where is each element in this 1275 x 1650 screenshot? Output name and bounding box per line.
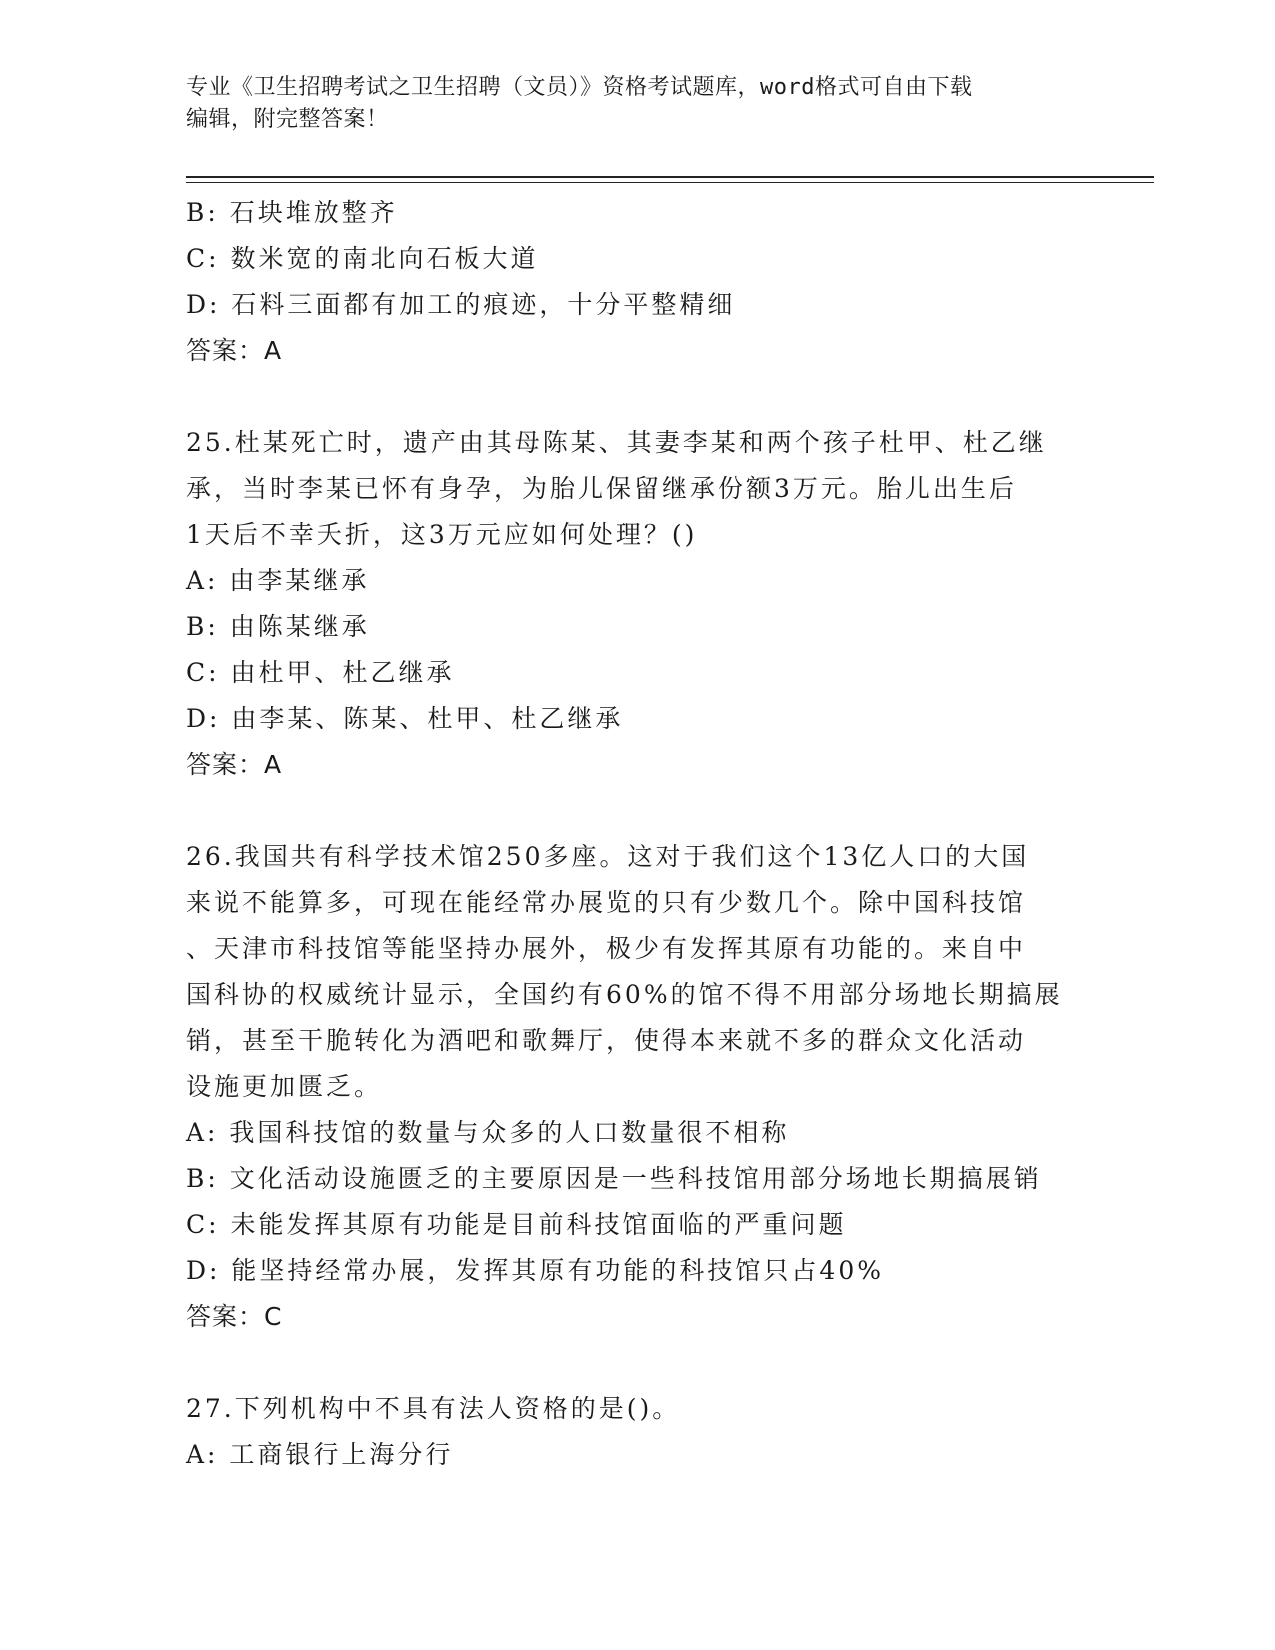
answer-label: 答案：A — [186, 750, 283, 779]
option-b: B: 文化活动设施匮乏的主要原因是一些科技馆用部分场地长期搞展销 — [186, 1164, 1042, 1193]
question-27 — [186, 1386, 1086, 1478]
question-text-line: 来说不能算多，可现在能经常办展览的只有少数几个。除中国科技馆 — [186, 888, 1027, 917]
answer-label: 答案：C — [186, 1302, 283, 1331]
option-a: A: 工商银行上海分行 — [186, 1440, 454, 1469]
header-divider-thick — [186, 176, 1154, 178]
question-text-line: 销，甚至干脆转化为酒吧和歌舞厅，使得本来就不多的群众文化活动 — [186, 1026, 1027, 1055]
header-divider-thin — [186, 182, 1154, 183]
option-a: A: 由李某继承 — [186, 566, 370, 595]
question-text-line: 、天津市科技馆等能坚持办展外，极少有发挥其原有功能的。来自中 — [186, 934, 1027, 963]
option-c: C: 数米宽的南北向石板大道 — [186, 244, 539, 273]
header-line-1: 专业《卫生招聘考试之卫生招聘（文员）》资格考试题库，word格式可自由下载 — [186, 75, 973, 100]
spacer — [186, 374, 1086, 420]
option-b: B: 石块堆放整齐 — [186, 198, 398, 227]
answer-label: 答案：A — [186, 336, 283, 365]
document-body — [186, 190, 1086, 1478]
question-26 — [186, 834, 1086, 1340]
spacer — [186, 788, 1086, 834]
question-text-line: 27.下列机构中不具有法人资格的是()。 — [186, 1394, 681, 1423]
question-text-line: 26.我国共有科学技术馆250多座。这对于我们这个13亿人口的大国 — [186, 842, 1030, 871]
header-line-2: 编辑，附完整答案！ — [186, 107, 389, 132]
document-header — [186, 72, 1066, 136]
question-text-line: 国科协的权威统计显示，全国约有60%的馆不得不用部分场地长期搞展 — [186, 980, 1063, 1009]
option-d: D: 能坚持经常办展，发挥其原有功能的科技馆只占40% — [186, 1256, 884, 1285]
option-a: A: 我国科技馆的数量与众多的人口数量很不相称 — [186, 1118, 790, 1147]
option-c: C: 未能发挥其原有功能是目前科技馆面临的严重问题 — [186, 1210, 847, 1239]
option-b: B: 由陈某继承 — [186, 612, 370, 641]
option-d: D: 石料三面都有加工的痕迹，十分平整精细 — [186, 290, 736, 319]
spacer — [186, 1340, 1086, 1386]
option-c: C: 由杜甲、杜乙继承 — [186, 658, 455, 687]
question-25 — [186, 420, 1086, 788]
question-text-line: 承，当时李某已怀有身孕，为胎儿保留继承份额3万元。胎儿出生后 — [186, 474, 1017, 503]
question-text-line: 25.杜某死亡时，遗产由其母陈某、其妻李某和两个孩子杜甲、杜乙继 — [186, 428, 1047, 457]
question-24-continued — [186, 190, 1086, 374]
option-d: D: 由李某、陈某、杜甲、杜乙继承 — [186, 704, 624, 733]
question-text-line: 设施更加匮乏。 — [186, 1072, 383, 1101]
question-text-line: 1天后不幸夭折，这3万元应如何处理？() — [186, 520, 698, 549]
